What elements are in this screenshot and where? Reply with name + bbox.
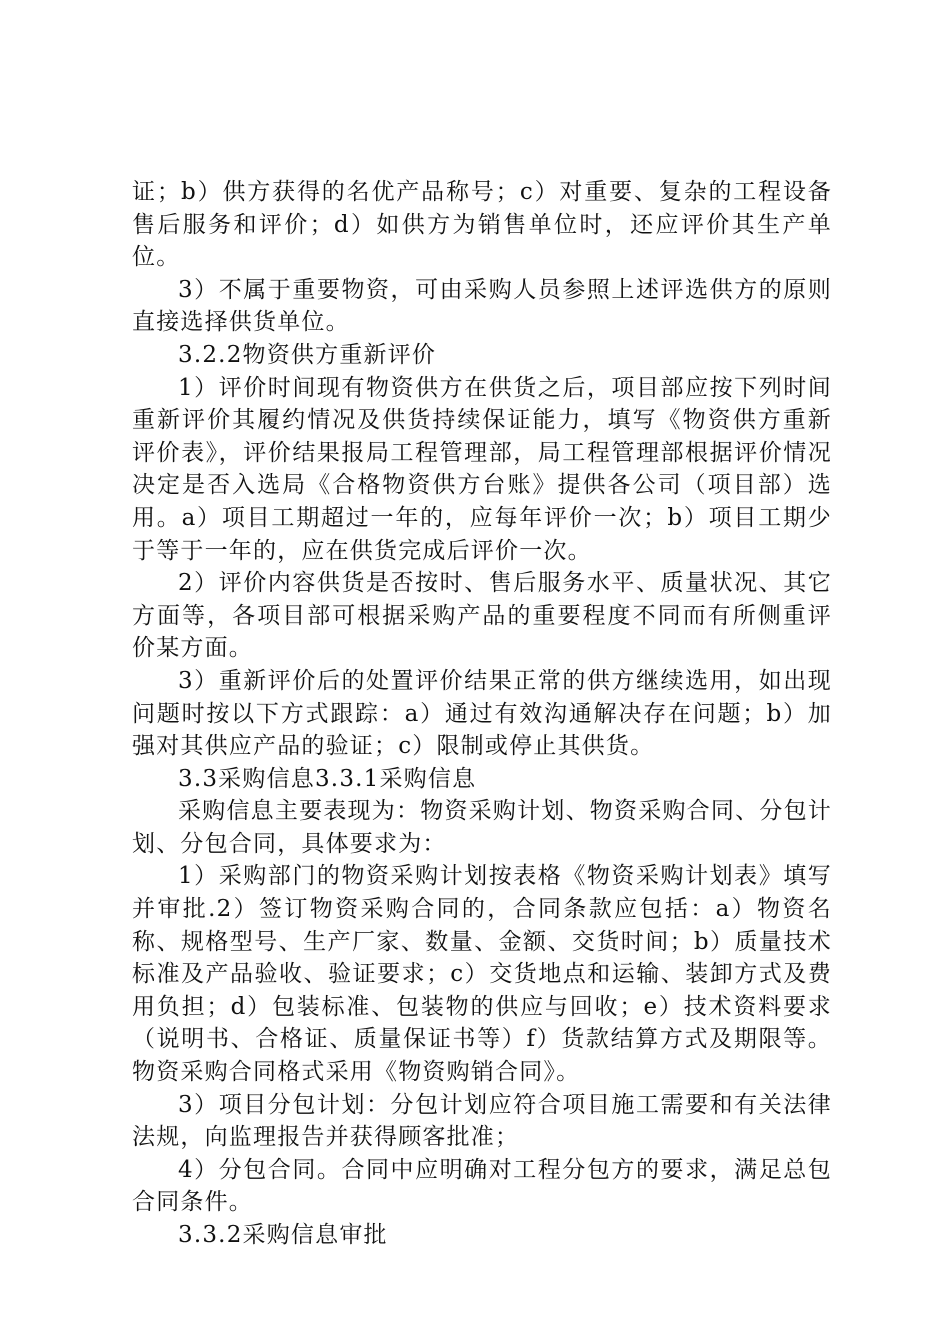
- paragraph-continuation: 证；b）供方获得的名优产品称号；c）对重要、复杂的工程设备售后服务和评价；d）如供方为销售单位时，还应评价其生产单位。: [132, 179, 832, 271]
- paragraph-evaluation-content: 2）评价内容供货是否按时、售后服务水平、质量状况、其它方面等，各项目部可根据采购产品的重要程度不同而有所侧重评价某方面。: [132, 570, 832, 662]
- paragraph-subcontract-contract: 4）分包合同。合同中应明确对工程分包方的要求，满足总包合同条件。: [132, 1156, 832, 1216]
- paragraph-purchase-info: 采购信息主要表现为：物资采购计划、物资采购合同、分包计划、分包合同，具体要求为：: [132, 798, 832, 857]
- paragraph-item-3: 3）不属于重要物资，可由采购人员参照上述评选供方的原则直接选择供货单位。: [132, 276, 832, 336]
- paragraph-subcontract-plan: 3）项目分包计划：分包计划应符合项目施工需要和有关法律法规，向监理报告并获得顾客批准；: [132, 1091, 832, 1151]
- section-heading-3-3-2: 3.3.2采购信息审批: [178, 1222, 388, 1248]
- paragraph-purchase-plan: 1）采购部门的物资采购计划按表格《物资采购计划表》填写并审批.2）签订物资采购合同的，合同条款应包括：a）物资名称、规格型号、生产厂家、数量、金额、交货时间；b）质量技术标准及产品验收、验证要求；c）交货地点和运输、装卸方式及费用负担；d）包装标准、包装物的供应与回收；e）技术资料要求（说明书、合格证、质量保证书等）f）货款结算方式及期限等。物资采购合同格式采用《物资购销合同》。: [132, 863, 832, 1086]
- paragraph-evaluation-handling: 3）重新评价后的处置评价结果正常的供方继续选用，如出现问题时按以下方式跟踪：a）通过有效沟通解决存在问题；b）加强对其供应产品的验证；c）限制或停止其供货。: [132, 667, 832, 760]
- section-heading-3-2-2: 3.2.2物资供方重新评价: [178, 341, 437, 368]
- document-body: [132, 176, 832, 1252]
- section-heading-3-3: 3.3采购信息3.3.1采购信息: [178, 765, 477, 792]
- paragraph-evaluation-time: 1）评价时间现有物资供方在供货之后，项目部应按下列时间重新评价其履约情况及供货持续保证能力，填写《物资供方重新评价表》，评价结果报局工程管理部，局工程管理部根据评价情况决定是否入选局《合格物资供方台账》提供各公司（项目部）选用。a）项目工期超过一年的，应每年评价一次；b）项目工期少于等于一年的，应在供货完成后评价一次。: [132, 374, 832, 564]
